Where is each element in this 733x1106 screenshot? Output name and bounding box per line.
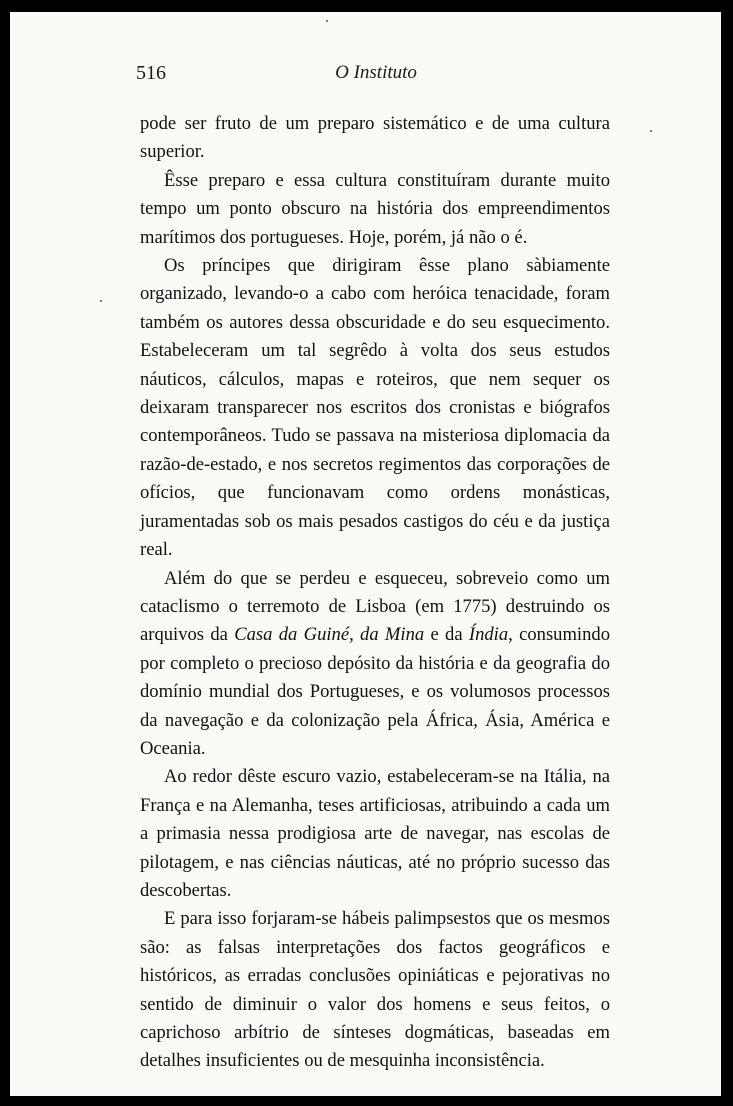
paragraph <box>140 565 610 764</box>
body-text <box>140 110 610 1076</box>
paragraph-text: e da <box>424 624 469 646</box>
paper-speck <box>650 130 652 132</box>
paragraph: Os príncipes que dirigiram êsse plano sàbiamente organizado, levando-o a cabo com heróica tenacidade, foram também os autores dessa obscuridade e do seu esquecimento. Estabeleceram um tal segrêdo à volta dos seus estudos náuticos, cálculos, mapas e roteiros, que nem sequer os deixaram transparecer nos escritos dos cronistas e biógrafos contemporâneos. Tudo se passava na misteriosa diplomacia da razão-de-estado, e nos secretos regimentos das corporações de ofícios, que funcionavam como ordens monásticas, juramentadas sob os mais pesados castigos do céu e da justiça real. <box>140 255 610 561</box>
page-number: 516 <box>136 62 166 84</box>
paragraph-continuation: pode ser fruto de um preparo sistemático e de uma cultura superior. <box>140 113 610 163</box>
paragraph-text: , consumindo por completo o precioso depósito da história e da geografia do domínio mundial dos Portugueses, e os volumosos processos da navegação e da colonização pela África, Ásia, América e Oceania. <box>140 624 610 759</box>
paragraph: Ao redor dêste escuro vazio, estabeleceram-se na Itália, na França e na Alemanha, teses artificiosas, atribuindo a cada um a primasia nessa prodigiosa arte de navegar, nas escolas de pilotagem, e nas ciências náuticas, até no próprio sucesso das descobertas. <box>140 766 610 901</box>
paragraph-text: Além do que se perdeu e esqueceu, sobreveio como um cataclismo o terremoto de Lisboa (em 1775) destruindo os arquivos da <box>140 567 610 646</box>
italic-text: Casa da Guiné, da Mina <box>234 624 425 646</box>
running-title: O Instituto <box>335 62 417 83</box>
paragraph: Êsse preparo e essa cultura constituíram durante muito tempo um ponto obscuro na história dos empreendimentos marítimos dos portugueses. Hoje, porém, já não o é. <box>140 169 610 248</box>
page-header <box>136 62 616 88</box>
italic-text: Índia <box>468 624 509 646</box>
paragraph: E para isso forjaram-se hábeis palimpsestos que os mesmos são: as falsas interpretações dos factos geográficos e históricos, as erradas conclusões opiniáticas e pejorativas no sentido de diminuir o valor dos homens e seus feitos, o caprichoso arbítrio de sínteses dogmáticas, baseadas em detalhes insuficientes ou de mesquinha inconsistência. <box>140 908 610 1072</box>
paper-speck <box>326 20 328 22</box>
paper-speck <box>100 300 102 302</box>
